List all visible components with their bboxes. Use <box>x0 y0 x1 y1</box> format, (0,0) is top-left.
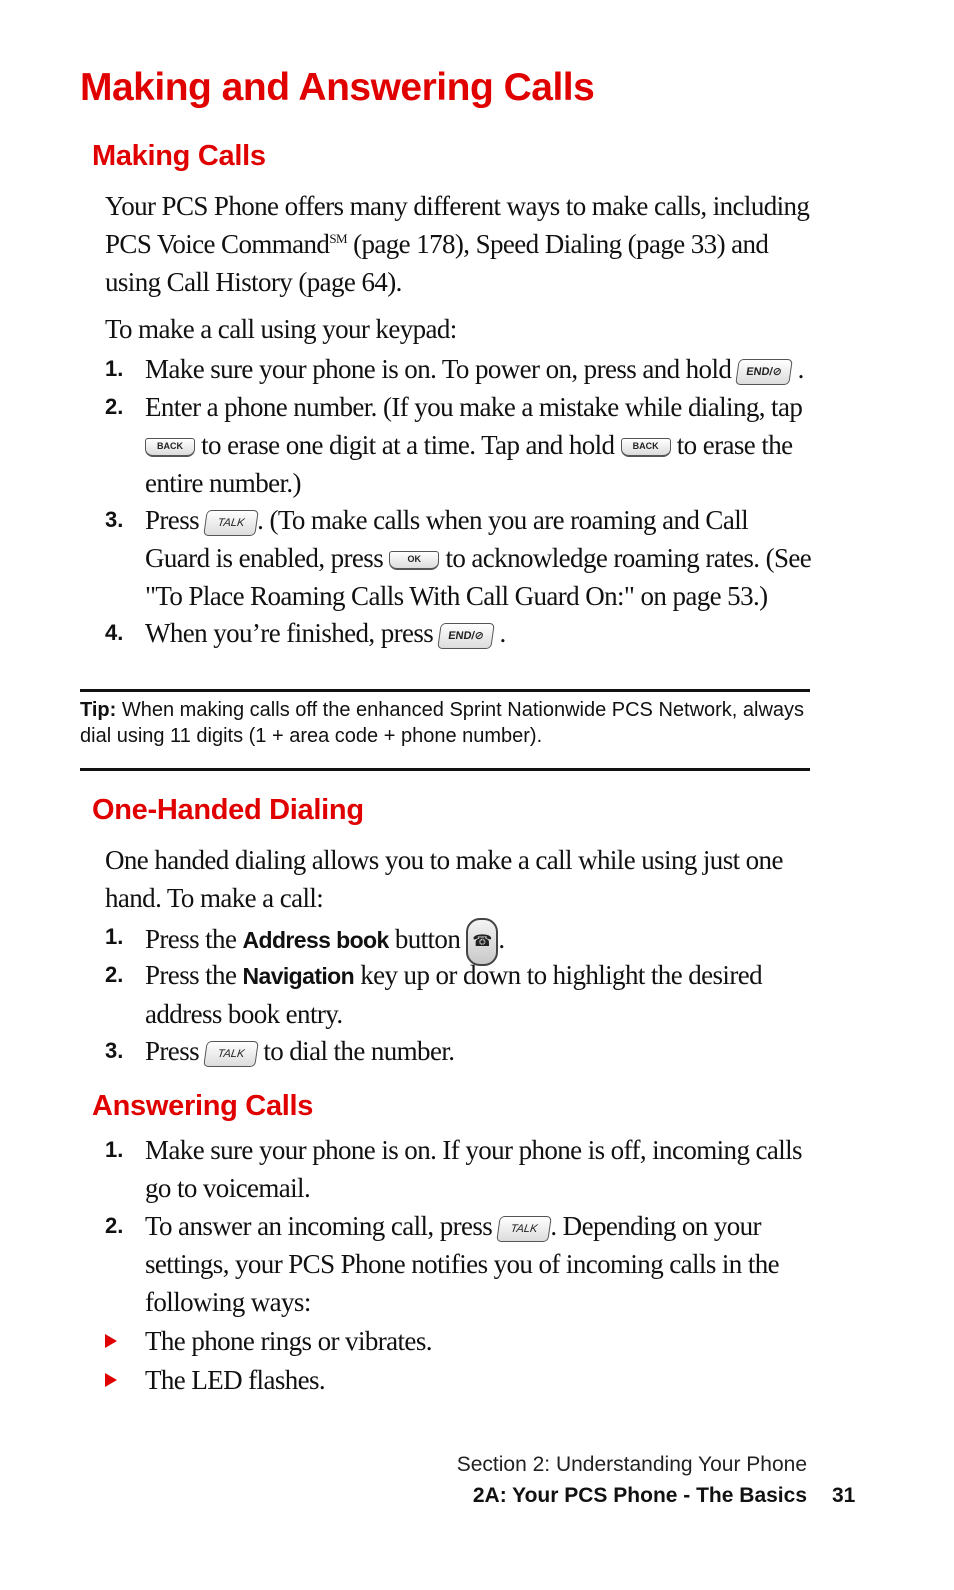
address-book-key-icon: ☎ <box>466 918 498 966</box>
page-number: 31 <box>832 1484 856 1507</box>
talk-key-icon: TALK <box>203 510 259 536</box>
tip-bottom-rule <box>80 768 810 771</box>
back-key-icon: BACK <box>621 438 671 457</box>
back-key-icon: BACK <box>145 438 195 457</box>
talk-key-icon: TALK <box>203 1041 259 1067</box>
heading-one-handed-dialing: One-Handed Dialing <box>92 794 364 826</box>
one-handed-intro: One handed dialing allows you to make a call while using just one hand. To make a call: <box>105 845 783 913</box>
footer-chapter: 2A: Your PCS Phone - The Basics <box>472 1484 807 1507</box>
triangle-bullet-icon <box>105 1334 117 1348</box>
end-key-icon: END/⊘ <box>438 623 496 649</box>
tip-top-rule <box>80 689 810 692</box>
end-key-icon: END/⊘ <box>736 359 794 385</box>
keypad-lead: To make a call using your keypad: <box>105 314 457 344</box>
page-title: Making and Answering Calls <box>80 66 595 109</box>
making-calls-intro: Your PCS Phone offers many different ways to make calls, including PCS Voice Command℠ (page 178), Speed Dialing (page 33) and using Call History (page 64). <box>105 191 810 297</box>
talk-key-icon: TALK <box>497 1216 553 1242</box>
heading-answering-calls: Answering Calls <box>92 1090 314 1122</box>
tip-note: Tip: When making calls off the enhanced Sprint Nationwide PCS Network, always dial using 11 digits (1 + area code + phone number). <box>80 699 805 747</box>
heading-making-calls: Making Calls <box>92 140 266 172</box>
footer-section: Section 2: Understanding Your Phone <box>456 1453 807 1476</box>
triangle-bullet-icon <box>105 1373 117 1387</box>
ok-key-icon: OK <box>389 551 439 570</box>
